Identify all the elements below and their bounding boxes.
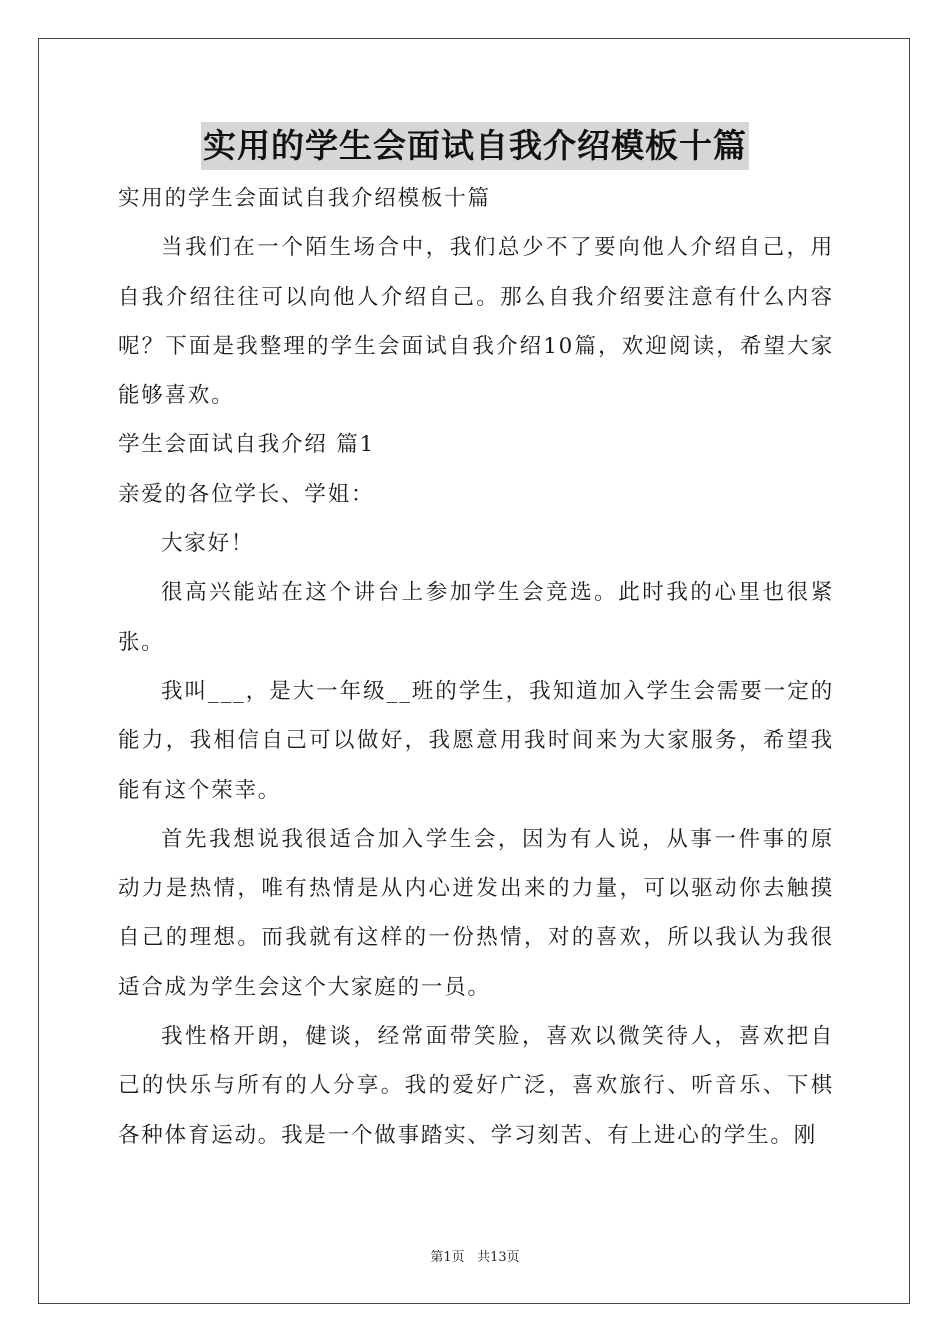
- paragraph: 当我们在一个陌生场合中，我们总少不了要向他人介绍自己，用自我介绍往往可以向他人介绍自己。那么自我介绍要注意有什么内容呢？下面是我整理的学生会面试自我介绍10篇，欢迎阅读，希望大家能够喜欢。: [118, 235, 834, 409]
- section-heading: 学生会面试自我介绍 篇1: [118, 432, 376, 458]
- document-title: 实用的学生会面试自我介绍模板十篇: [201, 122, 749, 170]
- paragraph: 实用的学生会面试自我介绍模板十篇: [118, 186, 491, 211]
- document-body: [118, 174, 834, 1160]
- paragraph: 我性格开朗，健谈，经常面带笑脸，喜欢以微笑待人，喜欢把自己的快乐与所有的人分享。我的爱好广泛，喜欢旅行、听音乐、下棋各种体育运动。我是一个做事踏实、学习刻苦、有上进心的学生。刚: [118, 1024, 834, 1148]
- page-number: 第1页: [430, 1250, 465, 1265]
- title-container: [0, 122, 950, 170]
- paragraph: 很高兴能站在这个讲台上参加学生会竞选。此时我的心里也很紧张。: [118, 580, 834, 655]
- paragraph: 我叫___，是大一年级__班的学生，我知道加入学生会需要一定的能力，我相信自己可以做好，我愿意用我时间来为大家服务，希望我能有这个荣幸。: [118, 678, 834, 803]
- page-total: 共13页: [477, 1250, 520, 1265]
- salutation: 亲爱的各位学长、学姐：: [118, 481, 375, 507]
- paragraph: 大家好！: [161, 531, 255, 557]
- paragraph: 首先我想说我很适合加入学生会，因为有人说，从事一件事的原动力是热情，唯有热情是从内心迸发出来的力量，可以驱动你去触摸自己的理想。而我就有这样的一份热情，对的喜欢，所以我认为我很适合成为学生会这个大家庭的一员。: [118, 826, 834, 1000]
- page-footer: [0, 1246, 950, 1265]
